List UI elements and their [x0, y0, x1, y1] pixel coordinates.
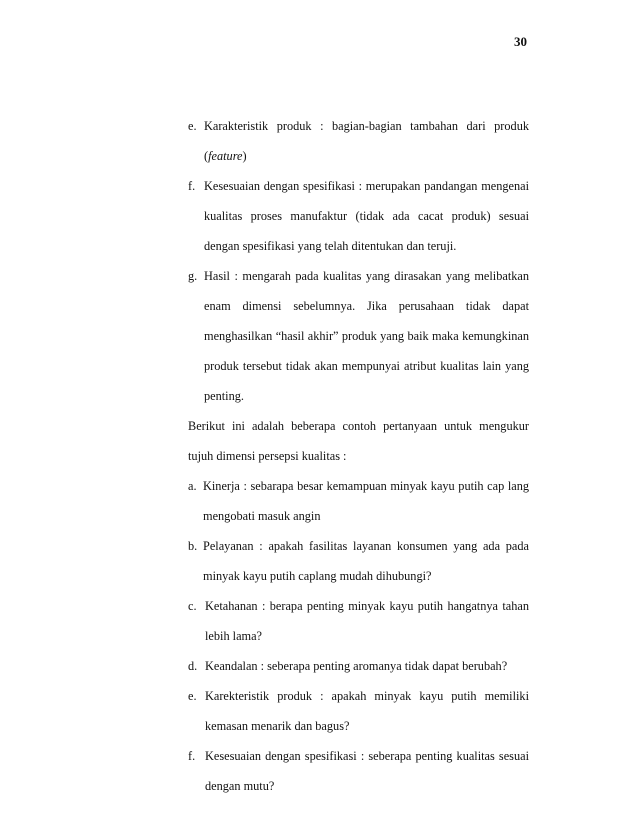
- list-text: Hasil : mengarah pada kualitas yang dirasakan yang melibatkan enam dimensi sebelumnya. Jika perusahaan tidak dapat menghasilkan “hasil akhir” produk yang baik maka kemungkinan produk tersebut tidak akan mempunyai atribut kualitas lain yang penting.: [204, 269, 529, 403]
- list-text: Pelayanan : apakah fasilitas layanan konsumen yang ada pada minyak kayu putih caplang mudah dihubungi?: [203, 539, 529, 583]
- list-label: e.: [188, 689, 197, 703]
- list-text: Kinerja : sebarapa besar kemampuan minyak kayu putih cap lang mengobati masuk angin: [203, 479, 529, 523]
- list-text: Kesesuaian dengan spesifikasi : seberapa penting kualitas sesuai dengan mutu?: [205, 749, 529, 793]
- criteria-item-g: [188, 261, 529, 411]
- list-label: f.: [188, 749, 196, 763]
- list-text: Karakteristik produk : bagian-bagian tambahan dari produk (: [204, 119, 529, 163]
- question-item-f: [188, 741, 529, 801]
- italic-term: feature: [208, 149, 243, 163]
- list-text: Karekteristik produk : apakah minyak kayu putih memiliki kemasan menarik dan bagus?: [205, 689, 529, 733]
- document-body: [188, 111, 529, 801]
- list-label: d.: [188, 659, 198, 673]
- question-item-a: [188, 471, 529, 531]
- list-text: Keandalan : seberapa penting aromanya tidak dapat berubah?: [205, 659, 508, 673]
- list-text-end: ): [242, 149, 247, 163]
- question-item-e: [188, 681, 529, 741]
- criteria-item-f: [188, 171, 529, 261]
- list-label: c.: [188, 599, 197, 613]
- page-number: 30: [514, 34, 527, 49]
- list-label: f.: [188, 179, 196, 193]
- intro-paragraph: Berikut ini adalah beberapa contoh pertanyaan untuk mengukur tujuh dimensi persepsi kualitas :: [188, 419, 529, 463]
- question-item-d: [188, 651, 529, 681]
- list-text: Kesesuaian dengan spesifikasi : merupakan pandangan mengenai kualitas proses manufaktur (tidak ada cacat produk) sesuai dengan spesifikasi yang telah ditentukan dan teruji.: [204, 179, 529, 253]
- criteria-item-e: [188, 111, 529, 171]
- question-item-c: [188, 591, 529, 651]
- list-label: a.: [188, 479, 197, 493]
- question-item-b: [188, 531, 529, 591]
- list-label: g.: [188, 269, 198, 283]
- list-label: b.: [188, 539, 198, 553]
- list-text: Ketahanan : berapa penting minyak kayu putih hangatnya tahan lebih lama?: [205, 599, 529, 643]
- list-label: e.: [188, 119, 197, 133]
